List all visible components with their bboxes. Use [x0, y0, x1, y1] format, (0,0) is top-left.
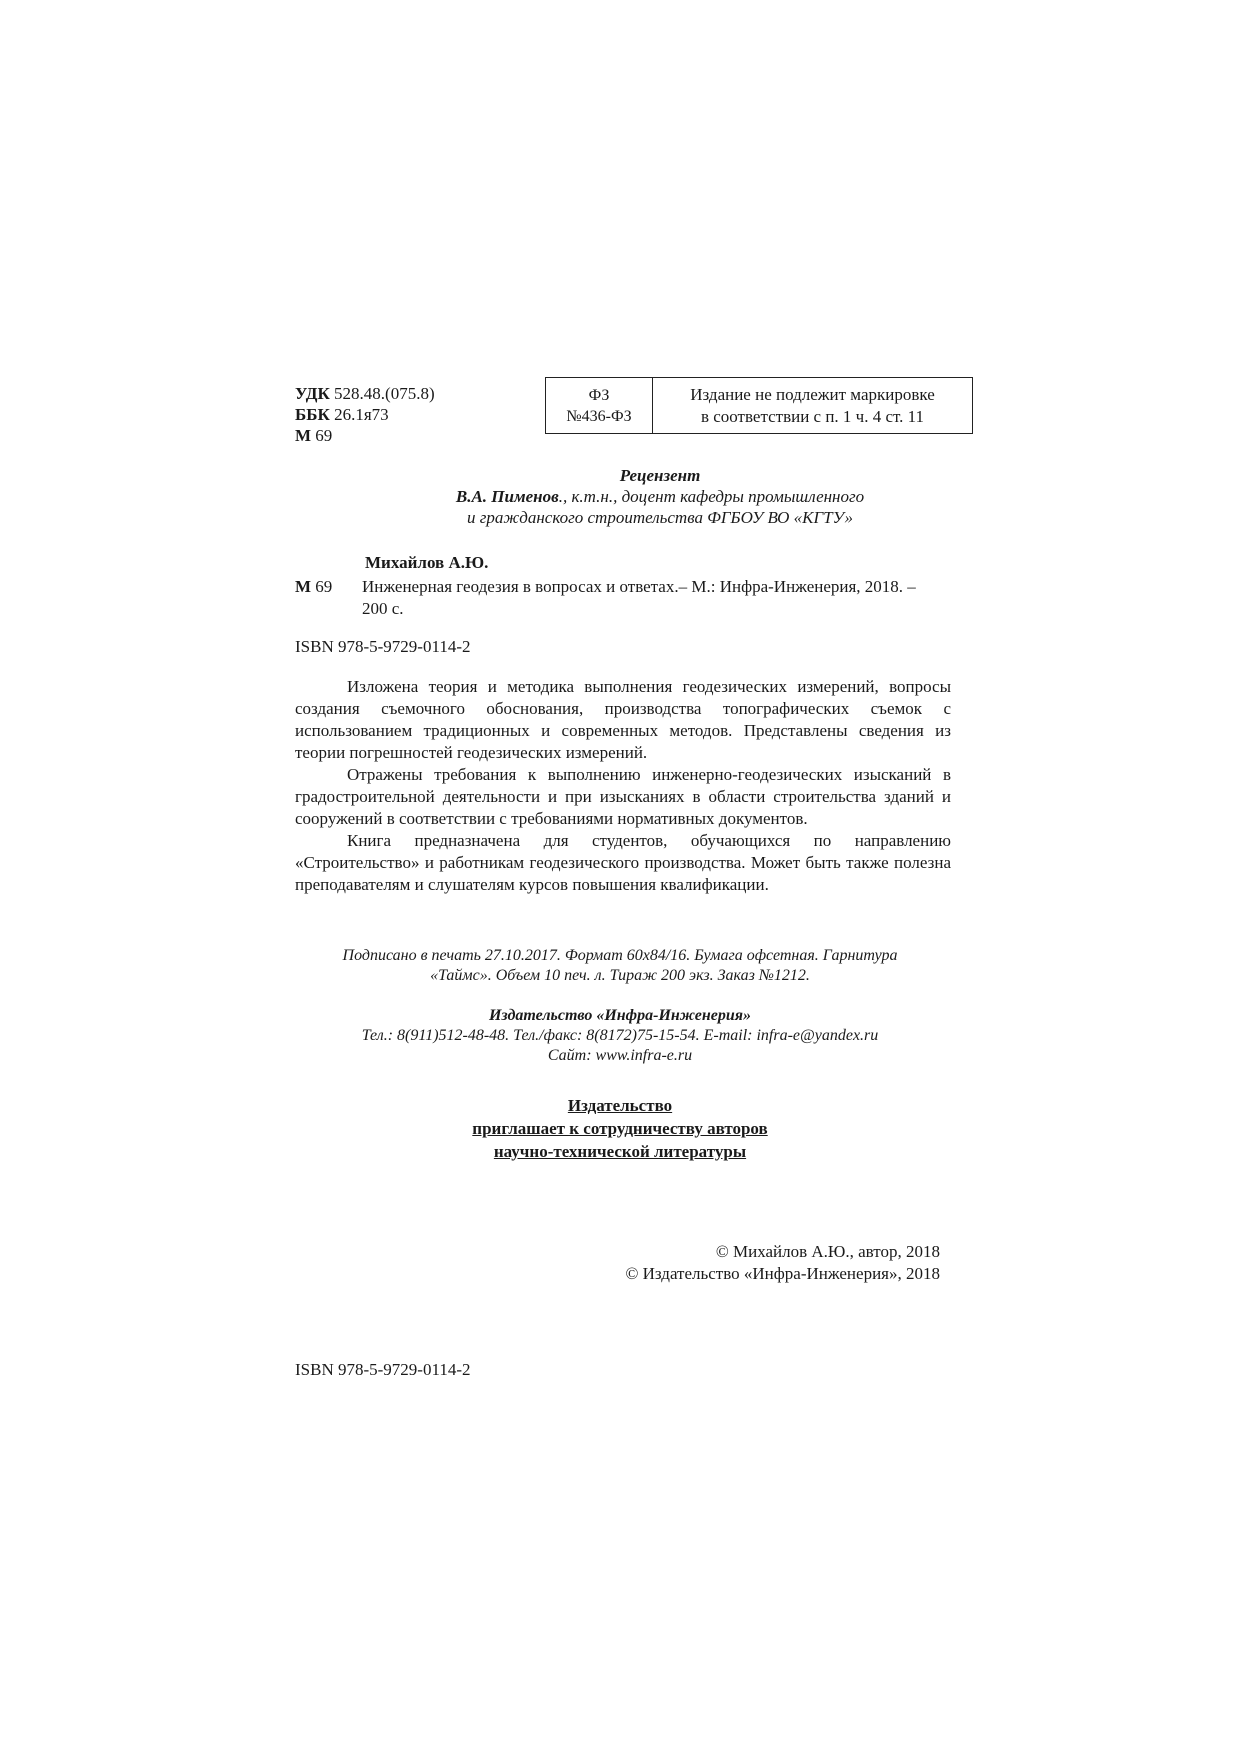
reviewer-details-1: ., к.т.н., доцент кафедры промышленного: [558, 487, 865, 506]
udk-label: УДК: [295, 384, 330, 403]
publisher-name: Издательство «Инфра-Инженерия»: [488, 1007, 752, 1024]
classification-codes: [295, 383, 515, 446]
reviewer-details-2: и гражданского строительства ФГБОУ ВО «КГТУ»: [467, 508, 853, 527]
law-marking-box: [545, 377, 973, 434]
biblio-text: [362, 576, 922, 620]
invitation-line-1: Издательство: [567, 1096, 673, 1115]
annotation-paragraph-1: Изложена теория и методика выполнения геодезических измерений, вопросы создания съемочного обоснования, производства топографических съемок с использованием традиционных и современных методов. Представлены сведения из теории погрешностей геодезических измерений.: [295, 677, 951, 762]
isbn-bottom: ISBN 978-5-9729-0114-2: [295, 1360, 471, 1379]
book-title: Инженерная геодезия в вопросах и ответах: [362, 577, 675, 596]
bbk-label: ББК: [295, 405, 330, 424]
bbk-value: 26.1я73: [334, 405, 389, 424]
book-author: Михайлов А.Ю.: [365, 553, 489, 572]
isbn-top: ISBN 978-5-9729-0114-2: [295, 637, 471, 656]
book-pages: 200 с.: [362, 599, 404, 618]
imprint-line-2: «Таймс». Объем 10 печ. л. Тираж 200 экз. Заказ №1212.: [430, 967, 810, 984]
law-note-cell: [653, 378, 972, 433]
invitation-line-3: научно-технической литературы: [493, 1142, 747, 1161]
law-number: №436-ФЗ: [566, 407, 632, 425]
author-mark-label: М: [295, 426, 312, 445]
book-publication: .– М.: Инфра-Инженерия, 2018. –: [674, 577, 916, 596]
biblio-code-label: М: [295, 577, 312, 596]
annotation-paragraph-2: Отражены требования к выполнению инженерно-геодезических изысканий в градостроительной деятельности и при изысканиях в области строительства зданий и сооружений в соответствии с требованиями нормативных документов.: [295, 765, 951, 828]
reviewer-line-1: [380, 486, 940, 507]
udk-line: [295, 383, 515, 404]
law-name: ФЗ: [588, 386, 610, 404]
imprint-line-1: Подписано в печать 27.10.2017. Формат 60х84/16. Бумага офсетная. Гарнитура: [342, 947, 898, 964]
publisher-site: Сайт: www.infra-e.ru: [547, 1047, 693, 1064]
law-note-line-1: Издание не подлежит маркировке: [690, 384, 935, 404]
copyright-author: © Михайлов А.Ю., автор, 2018: [715, 1242, 940, 1261]
publisher-contacts: Тел.: 8(911)512-48-48. Тел./факс: 8(8172)75-15-54. E-mail: infra-e@yandex.ru: [361, 1027, 879, 1044]
bibliographic-record: [295, 576, 945, 620]
invitation-line-2: приглашает к сотрудничеству авторов: [472, 1119, 768, 1138]
copyright-publisher: © Издательство «Инфра-Инженерия», 2018: [625, 1264, 940, 1283]
author-invitation: [380, 1095, 860, 1164]
reviewer-name: В.А. Пименов: [455, 487, 559, 506]
bbk-line: [295, 404, 515, 425]
copyright-block: [560, 1241, 940, 1285]
author-mark-value: 69: [315, 426, 333, 445]
law-cell: [546, 378, 653, 433]
reviewer-heading: Рецензент: [619, 466, 701, 485]
biblio-code-value: 69: [315, 577, 333, 596]
annotation-paragraph-3: Книга предназначена для студентов, обучающихся по направлению «Строительство» и работникам геодезического производства. Может быть также полезна преподавателям и слушателям курсов повышения квалификации.: [295, 831, 951, 894]
publisher-block: [300, 1006, 940, 1066]
udk-value: 528.48.(075.8): [334, 384, 435, 403]
reviewer-block: [380, 465, 940, 528]
imprint-block: [300, 946, 940, 986]
author-mark-line: [295, 425, 515, 446]
law-note-line-2: в соответствии с п. 1 ч. 4 ст. 11: [700, 406, 925, 426]
annotation: [295, 676, 951, 896]
biblio-code: [295, 576, 332, 598]
